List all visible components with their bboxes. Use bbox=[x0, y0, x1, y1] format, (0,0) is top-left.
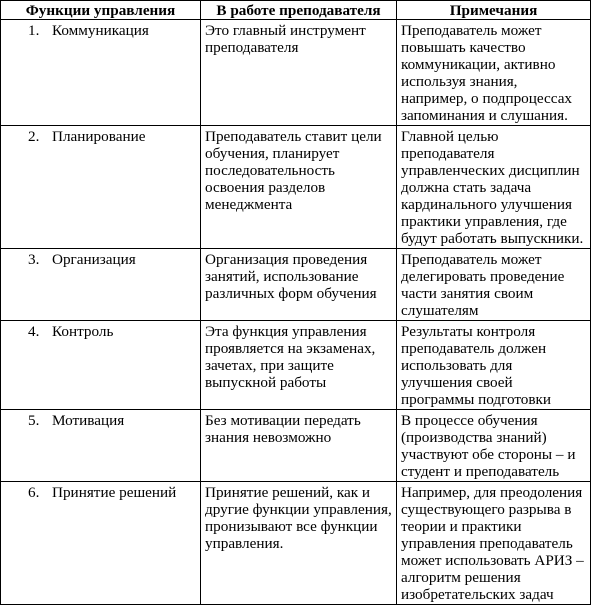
table-row bbox=[1, 482, 591, 605]
notes-cell: В процессе обучения (производства знаний) участвуют обе стороны – и студент и преподаватель bbox=[397, 410, 591, 482]
notes-cell: Например, для преодоления существующего разрыва в теории и практики управления преподаватель может использовать АРИЗ – алгоритм решения изобретательских задач bbox=[397, 482, 591, 605]
row-number: 5. bbox=[28, 412, 40, 429]
notes-cell: Результаты контроля преподаватель должен использовать для улучшения своей программы подготовки bbox=[397, 321, 591, 410]
notes-cell: Преподаватель может повышать качество коммуникации, активно используя знания, например, о подпроцессах запоминания и слушания. bbox=[397, 20, 591, 126]
table-row bbox=[1, 249, 591, 321]
teacher-work-cell: Организация проведения занятий, использование различных форм обучения bbox=[201, 249, 397, 321]
table-header-row bbox=[1, 1, 591, 20]
function-name: Контроль bbox=[52, 323, 114, 340]
row-number: 1. bbox=[28, 22, 40, 39]
header-teacher-work: В работе преподавателя bbox=[201, 1, 397, 20]
table-row bbox=[1, 20, 591, 126]
teacher-work-cell: Без мотивации передать знания невозможно bbox=[201, 410, 397, 482]
notes-cell: Главной целью преподавателя управленческих дисциплин должна стать задача кардинального улучшения практики управления, где будут работать выпускники. bbox=[397, 126, 591, 249]
function-cell bbox=[1, 20, 201, 126]
function-name: Коммуникация bbox=[52, 22, 149, 39]
teacher-work-cell: Эта функция управления проявляется на экзаменах, зачетах, при защите выпускной работы bbox=[201, 321, 397, 410]
function-name: Мотивация bbox=[52, 412, 125, 429]
row-number: 4. bbox=[28, 323, 40, 340]
notes-cell: Преподаватель может делегировать проведение части занятия своим слушателям bbox=[397, 249, 591, 321]
function-name: Планирование bbox=[52, 128, 146, 145]
row-number: 6. bbox=[28, 484, 40, 501]
teacher-work-cell: Это главный инструмент преподавателя bbox=[201, 20, 397, 126]
teacher-work-cell: Преподаватель ставит цели обучения, планирует последовательность освоения разделов менеджмента bbox=[201, 126, 397, 249]
row-number: 2. bbox=[28, 128, 40, 145]
function-cell bbox=[1, 249, 201, 321]
table-row bbox=[1, 126, 591, 249]
function-cell bbox=[1, 126, 201, 249]
header-functions: Функции управления bbox=[1, 1, 201, 20]
row-number: 3. bbox=[28, 251, 40, 268]
table-row bbox=[1, 410, 591, 482]
teacher-work-cell: Принятие решений, как и другие функции управления, пронизывают все функции управления. bbox=[201, 482, 397, 605]
function-cell bbox=[1, 482, 201, 605]
function-name: Организация bbox=[52, 251, 136, 268]
function-name: Принятие решений bbox=[52, 484, 177, 501]
function-cell bbox=[1, 321, 201, 410]
function-cell bbox=[1, 410, 201, 482]
header-notes: Примечания bbox=[397, 1, 591, 20]
table-row bbox=[1, 321, 591, 410]
